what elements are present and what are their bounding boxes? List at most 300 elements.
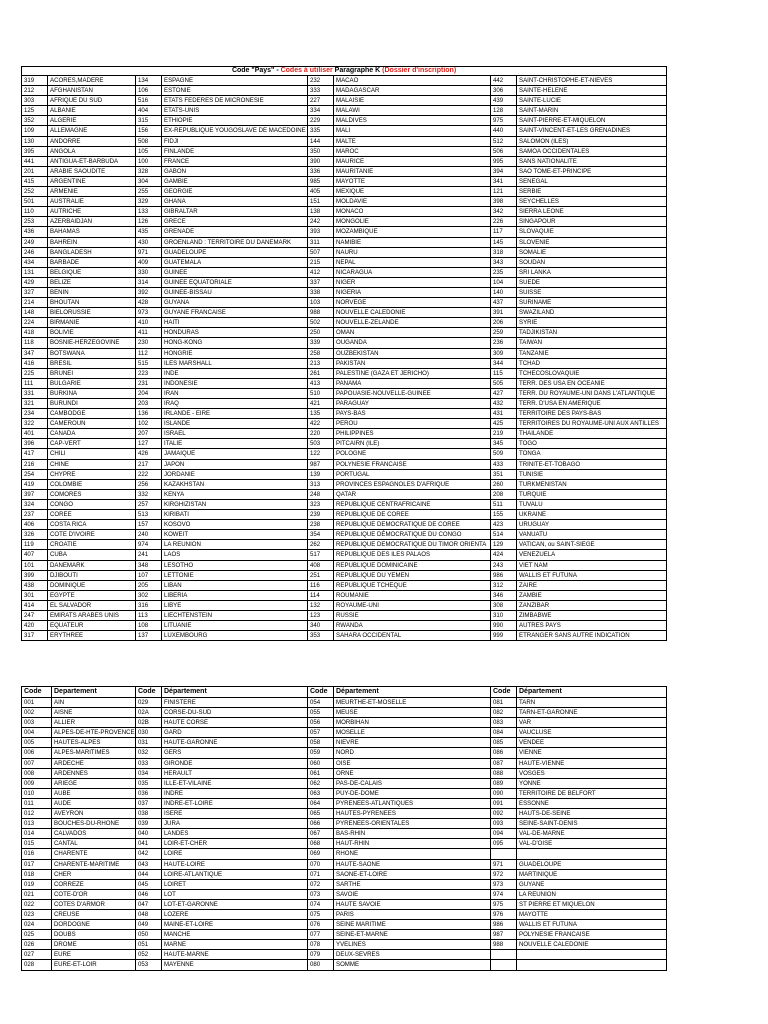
code-cell: 068: [308, 839, 334, 849]
name-cell: CHYPRE: [48, 469, 136, 479]
name-cell: RHONE: [334, 849, 491, 859]
code-cell: 128: [491, 106, 517, 116]
name-cell: SLOVENIE: [517, 237, 667, 247]
name-cell: HAUTES-PYRENEES: [334, 809, 491, 819]
name-cell: HONDURAS: [162, 328, 308, 338]
name-cell: SAINT-PIERRE-ET-MIQUELON: [517, 116, 667, 126]
name-cell: POLOGNE: [334, 449, 491, 459]
code-cell: 232: [308, 76, 334, 86]
name-cell: IRAN: [162, 388, 308, 398]
code-cell: 313: [308, 479, 334, 489]
name-cell: BURUNDI: [48, 399, 136, 409]
name-cell: ARGENTINE: [48, 176, 136, 186]
name-cell: YVELINES: [334, 940, 491, 950]
country-row: [22, 76, 667, 86]
name-cell: REPUBLIQUE DU YEMEN: [334, 570, 491, 580]
code-cell: 517: [308, 550, 334, 560]
country-row: [22, 469, 667, 479]
name-cell: PITCAIRN (ILE): [334, 439, 491, 449]
name-cell: HERAULT: [162, 768, 308, 778]
code-cell: 319: [22, 76, 48, 86]
code-cell: 102: [136, 419, 162, 429]
code-cell: 040: [136, 829, 162, 839]
name-cell: RUSSIE: [334, 610, 491, 620]
code-cell: 056: [308, 718, 334, 728]
country-row: [22, 399, 667, 409]
name-cell: NAURU: [334, 247, 491, 257]
name-cell: REPUBLIQUE TCHEQUE: [334, 580, 491, 590]
country-row: [22, 540, 667, 550]
code-cell: 011: [22, 798, 52, 808]
code-cell: [491, 960, 517, 970]
code-cell: 214: [22, 298, 48, 308]
name-cell: BANGLADESH: [48, 247, 136, 257]
name-cell: SIERRA LEONE: [517, 207, 667, 217]
name-cell: CAP-VERT: [48, 439, 136, 449]
name-cell: AUBE: [52, 788, 136, 798]
name-cell: ANDORRE: [48, 136, 136, 146]
code-cell: 324: [22, 499, 48, 509]
name-cell: CHARENTE: [52, 849, 136, 859]
name-cell: ALBANIE: [48, 106, 136, 116]
code-cell: 972: [491, 869, 517, 879]
department-row: [22, 909, 667, 919]
code-cell: 029: [136, 698, 162, 708]
name-cell: KOWEIT: [162, 530, 308, 540]
name-cell: SINGAPOUR: [517, 217, 667, 227]
country-row: [22, 590, 667, 600]
code-cell: 072: [308, 879, 334, 889]
name-cell: REPUBLIQUE DÉMOCRATIQUE DU CONGO: [334, 530, 491, 540]
name-cell: AUDE: [52, 798, 136, 808]
code-cell: 060: [308, 758, 334, 768]
name-cell: PYRENEES-ORIENTALES: [334, 819, 491, 829]
code-cell: 257: [136, 499, 162, 509]
name-cell: ZANZIBAR: [517, 600, 667, 610]
code-cell: 062: [308, 778, 334, 788]
code-cell: 217: [136, 459, 162, 469]
name-cell: BOLIVIE: [48, 328, 136, 338]
name-cell: AFRIQUE DU SUD: [48, 96, 136, 106]
code-cell: 436: [22, 227, 48, 237]
code-cell: 317: [22, 631, 48, 641]
code-cell: 242: [308, 217, 334, 227]
code-cell: 108: [136, 621, 162, 631]
name-cell: HAUTES-ALPES: [52, 738, 136, 748]
code-cell: 223: [136, 368, 162, 378]
code-cell: 314: [136, 277, 162, 287]
name-cell: MAROC: [334, 146, 491, 156]
code-cell: 02A: [136, 708, 162, 718]
code-cell: 329: [136, 197, 162, 207]
code-cell: 049: [136, 920, 162, 930]
name-cell: LOIRE-ATLANTIQUE: [162, 869, 308, 879]
department-row: [22, 718, 667, 728]
name-cell: ROUMANIE: [334, 590, 491, 600]
name-cell: ALGERIE: [48, 116, 136, 126]
name-cell: NIGERIA: [334, 287, 491, 297]
name-cell: MEXIQUE: [334, 187, 491, 197]
code-cell: 028: [22, 960, 52, 970]
name-cell: MOLDAVIE: [334, 197, 491, 207]
code-cell: 341: [491, 176, 517, 186]
name-cell: PAYS-BAS: [334, 409, 491, 419]
name-cell: SEYCHELLES: [517, 197, 667, 207]
name-cell: ERYTHREE: [48, 631, 136, 641]
name-cell: MAYENNE: [162, 960, 308, 970]
code-cell: 427: [491, 388, 517, 398]
name-cell: CHARENTE-MARITIME: [52, 859, 136, 869]
code-cell: 253: [22, 217, 48, 227]
name-cell: MAINE-ET-LOIRE: [162, 920, 308, 930]
country-row: [22, 550, 667, 560]
name-cell: ZIMBABWE: [517, 610, 667, 620]
name-cell: ARDENNES: [52, 768, 136, 778]
code-cell: 140: [491, 287, 517, 297]
name-cell: VENDEE: [517, 738, 667, 748]
name-cell: LUXEMBOURG: [162, 631, 308, 641]
name-cell: DOUBS: [52, 930, 136, 940]
code-cell: 014: [22, 829, 52, 839]
code-cell: 415: [22, 176, 48, 186]
name-cell: HAUTS-DE-SEINE: [517, 809, 667, 819]
code-cell: 025: [22, 930, 52, 940]
code-cell: 101: [22, 560, 48, 570]
name-cell: WALLIS ET FUTUNA: [517, 920, 667, 930]
code-cell: 348: [136, 560, 162, 570]
name-cell: CHINE: [48, 459, 136, 469]
name-cell: KAZAKHSTAN: [162, 479, 308, 489]
department-codes-table: [21, 686, 667, 971]
name-cell: GUATEMALA: [162, 257, 308, 267]
name-cell: REPUBLIQUE DEMOCRATIQUE DE COREE: [334, 520, 491, 530]
code-cell: 132: [308, 600, 334, 610]
code-cell: 999: [491, 631, 517, 641]
code-cell: 148: [22, 308, 48, 318]
name-cell: GUADELOUPE: [162, 247, 308, 257]
code-cell: 231: [136, 378, 162, 388]
country-row: [22, 419, 667, 429]
department-row: [22, 758, 667, 768]
name-cell: BOSNIE-HERZEGOVINE: [48, 338, 136, 348]
name-cell: CAMBODGE: [48, 409, 136, 419]
name-cell: LOZERE: [162, 909, 308, 919]
name-cell: NOUVELLE-ZELANDE: [334, 318, 491, 328]
name-cell: MALAWI: [334, 106, 491, 116]
code-cell: 503: [308, 439, 334, 449]
code-cell: 026: [22, 940, 52, 950]
name-cell: FIDJI: [162, 136, 308, 146]
department-row: [22, 920, 667, 930]
name-cell: TERR. DU ROYAUME-UNI DANS L'ATLANTIQUE: [517, 388, 667, 398]
name-cell: BIRMANIE: [48, 318, 136, 328]
code-cell: 235: [491, 267, 517, 277]
department-row: [22, 839, 667, 849]
code-cell: 310: [491, 610, 517, 620]
code-cell: 046: [136, 889, 162, 899]
code-cell: 067: [308, 829, 334, 839]
code-cell: 440: [491, 126, 517, 136]
code-cell: 332: [136, 489, 162, 499]
code-cell: 088: [491, 768, 517, 778]
code-cell: 249: [22, 237, 48, 247]
name-cell: MORBIHAN: [334, 718, 491, 728]
code-cell: 114: [308, 590, 334, 600]
code-cell: 511: [491, 499, 517, 509]
name-cell: EL SALVADOR: [48, 600, 136, 610]
code-cell: 410: [136, 318, 162, 328]
code-cell: 122: [308, 449, 334, 459]
code-cell: 988: [491, 940, 517, 950]
code-cell: 095: [491, 839, 517, 849]
code-cell: 431: [491, 409, 517, 419]
name-cell: CONGO: [48, 499, 136, 509]
name-cell: PAKISTAN: [334, 358, 491, 368]
name-cell: HONG-KONG: [162, 338, 308, 348]
table-title: Code "Pays" - Codes à utiliser Paragraphe K (Dossier d'inscription): [22, 67, 667, 76]
country-row: [22, 217, 667, 227]
code-cell: 419: [22, 479, 48, 489]
code-cell: 421: [308, 399, 334, 409]
name-cell: MAYOTTE: [517, 909, 667, 919]
code-cell: 354: [308, 530, 334, 540]
name-cell: MONGOLIE: [334, 217, 491, 227]
name-cell: TUVALU: [517, 499, 667, 509]
code-cell: 330: [136, 267, 162, 277]
code-cell: 127: [136, 439, 162, 449]
department-row: [22, 819, 667, 829]
name-cell: NIGER: [334, 277, 491, 287]
name-cell: AFGHANISTAN: [48, 86, 136, 96]
code-cell: 225: [22, 368, 48, 378]
name-cell: TURKMENISTAN: [517, 479, 667, 489]
name-cell: GUYANA: [162, 298, 308, 308]
code-cell: 974: [136, 540, 162, 550]
code-cell: 986: [491, 570, 517, 580]
name-cell: COTES D'ARMOR: [52, 899, 136, 909]
code-cell: 019: [22, 879, 52, 889]
name-cell: BULGARIE: [48, 378, 136, 388]
country-row: [22, 631, 667, 641]
code-cell: 084: [491, 728, 517, 738]
name-cell: OMAN: [334, 328, 491, 338]
name-cell: PYRENEES-ATLANTIQUES: [334, 798, 491, 808]
code-cell: 227: [308, 96, 334, 106]
name-cell: MALI: [334, 126, 491, 136]
name-cell: SOMME: [334, 960, 491, 970]
name-cell: GROENLAND : TERRITOIRE DU DANEMARK: [162, 237, 308, 247]
name-cell: REPUBLIQUE DOMINICAINE: [334, 560, 491, 570]
code-cell: 207: [136, 429, 162, 439]
code-cell: 513: [136, 510, 162, 520]
code-cell: 118: [22, 338, 48, 348]
code-cell: 156: [136, 126, 162, 136]
code-cell: 339: [308, 338, 334, 348]
code-cell: 091: [491, 798, 517, 808]
code-cell: 246: [22, 247, 48, 257]
name-cell: NAMIBIE: [334, 237, 491, 247]
name-cell: ST PIERRE ET MIQUELON: [517, 899, 667, 909]
code-cell: 203: [136, 399, 162, 409]
name-cell: SALOMON (ILES): [517, 136, 667, 146]
name-cell: MOZAMBIQUE: [334, 227, 491, 237]
name-cell: VAUCLUSE: [517, 728, 667, 738]
country-row: [22, 267, 667, 277]
name-cell: MALDIVES: [334, 116, 491, 126]
code-cell: 204: [136, 388, 162, 398]
code-cell: 137: [136, 631, 162, 641]
code-cell: 311: [308, 237, 334, 247]
department-row: [22, 869, 667, 879]
name-cell: PALESTINE (GAZA ET JERICHO): [334, 368, 491, 378]
code-cell: 030: [136, 728, 162, 738]
name-cell: LETTONIE: [162, 570, 308, 580]
code-cell: 157: [136, 520, 162, 530]
name-cell: NORD: [334, 748, 491, 758]
name-cell: HONGRIE: [162, 348, 308, 358]
name-cell: BARBADE: [48, 257, 136, 267]
code-cell: 396: [22, 439, 48, 449]
code-cell: 303: [22, 96, 48, 106]
name-cell: MAURITANIE: [334, 166, 491, 176]
code-cell: 411: [136, 328, 162, 338]
name-cell: EURE-ET-LOIR: [52, 960, 136, 970]
name-cell: MANCHE: [162, 930, 308, 940]
code-cell: 045: [136, 879, 162, 889]
code-cell: 262: [308, 540, 334, 550]
code-cell: 971: [491, 859, 517, 869]
name-cell: ESSONNE: [517, 798, 667, 808]
code-cell: 052: [136, 950, 162, 960]
code-cell: 985: [308, 176, 334, 186]
name-cell: SAVOIE: [334, 889, 491, 899]
code-cell: 437: [491, 298, 517, 308]
name-cell: ITALIE: [162, 439, 308, 449]
country-row: [22, 449, 667, 459]
code-cell: 151: [308, 197, 334, 207]
code-cell: 008: [22, 768, 52, 778]
name-cell: OUZBEKISTAN: [334, 348, 491, 358]
code-cell: 208: [491, 489, 517, 499]
code-cell: 247: [22, 610, 48, 620]
code-cell: 975: [491, 899, 517, 909]
header-departement: Departement: [52, 687, 136, 698]
code-cell: 395: [22, 146, 48, 156]
code-cell: 131: [22, 267, 48, 277]
name-cell: SAINTE-LUCIE: [517, 96, 667, 106]
name-cell: SAONE-ET-LOIRE: [334, 869, 491, 879]
code-cell: 505: [491, 378, 517, 388]
code-cell: 342: [491, 207, 517, 217]
code-cell: 144: [308, 136, 334, 146]
name-cell: MEUSE: [334, 708, 491, 718]
department-row: [22, 768, 667, 778]
code-cell: 073: [308, 889, 334, 899]
code-cell: 428: [136, 298, 162, 308]
name-cell: ETATS FEDERES DE MICRONESIE: [162, 96, 308, 106]
code-cell: 057: [308, 728, 334, 738]
country-row: [22, 197, 667, 207]
code-cell: 135: [308, 409, 334, 419]
code-cell: 432: [491, 399, 517, 409]
code-cell: 063: [308, 788, 334, 798]
code-cell: 105: [136, 146, 162, 156]
code-cell: 115: [491, 368, 517, 378]
name-cell: ALPES-DE-HTE-PROVENCE: [52, 728, 136, 738]
name-cell: ETHIOPIE: [162, 116, 308, 126]
country-row: [22, 277, 667, 287]
code-cell: 350: [308, 146, 334, 156]
name-cell: MALTE: [334, 136, 491, 146]
code-cell: 501: [22, 197, 48, 207]
code-cell: 038: [136, 809, 162, 819]
code-cell: 258: [308, 348, 334, 358]
code-cell: 987: [308, 459, 334, 469]
code-cell: 155: [491, 510, 517, 520]
code-cell: 259: [491, 328, 517, 338]
name-cell: LOIRET: [162, 879, 308, 889]
code-cell: 070: [308, 859, 334, 869]
name-cell: AUTRICHE: [48, 207, 136, 217]
code-cell: 515: [136, 358, 162, 368]
name-cell: KOSOVO: [162, 520, 308, 530]
code-cell: 226: [491, 217, 517, 227]
code-cell: 392: [136, 287, 162, 297]
department-row: [22, 778, 667, 788]
name-cell: PARIS: [334, 909, 491, 919]
code-cell: 422: [308, 419, 334, 429]
name-cell: ALPES-MARITIMES: [52, 748, 136, 758]
name-cell: SAINT-CHRISTOPHE-ET-NIEVES: [517, 76, 667, 86]
name-cell: LIBAN: [162, 580, 308, 590]
code-cell: 021: [22, 889, 52, 899]
country-row: [22, 298, 667, 308]
code-cell: 036: [136, 788, 162, 798]
code-cell: 326: [22, 530, 48, 540]
name-cell: TERR. DES USA EN OCEANIE: [517, 378, 667, 388]
code-cell: 010: [22, 788, 52, 798]
name-cell: CHILI: [48, 449, 136, 459]
name-cell: COSTA RICA: [48, 520, 136, 530]
code-cell: 990: [491, 621, 517, 631]
name-cell: KENYA: [162, 489, 308, 499]
name-cell: FINLANDE: [162, 146, 308, 156]
name-cell: TCHAD: [517, 358, 667, 368]
code-cell: 251: [308, 570, 334, 580]
code-cell: 337: [308, 277, 334, 287]
name-cell: VIENNE: [517, 748, 667, 758]
name-cell: CAMEROUN: [48, 419, 136, 429]
code-cell: 044: [136, 869, 162, 879]
country-row: [22, 358, 667, 368]
name-cell: IRLANDE - EIRE: [162, 409, 308, 419]
code-cell: 429: [22, 277, 48, 287]
name-cell: MAYOTTE: [334, 176, 491, 186]
name-cell: BELIZE: [48, 277, 136, 287]
header-code: Code: [491, 687, 517, 698]
name-cell: CORSE-DU-SUD: [162, 708, 308, 718]
name-cell: GUINEE EQUATORIALE: [162, 277, 308, 287]
code-cell: 106: [136, 86, 162, 96]
name-cell: SEINE-SAINT-DENIS: [517, 819, 667, 829]
code-cell: 004: [22, 728, 52, 738]
country-row: [22, 600, 667, 610]
code-cell: 02B: [136, 718, 162, 728]
code-cell: 397: [22, 489, 48, 499]
code-cell: 081: [491, 698, 517, 708]
code-cell: 086: [491, 748, 517, 758]
country-row: [22, 580, 667, 590]
